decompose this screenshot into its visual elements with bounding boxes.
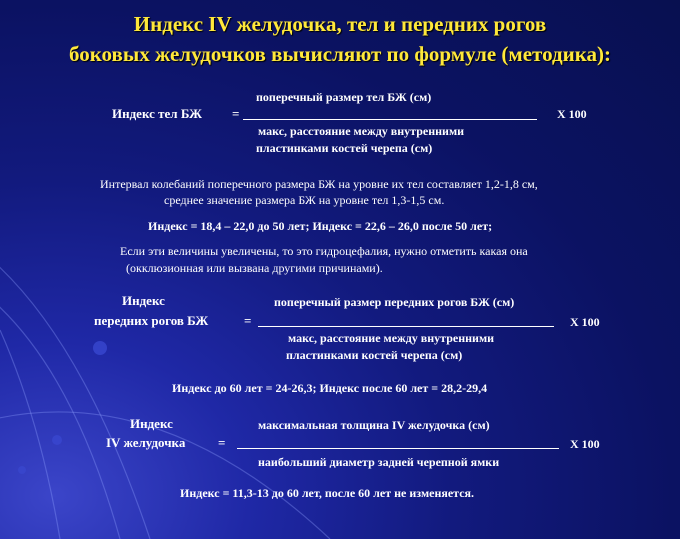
- index-fourth-norms: Индекс = 11,3-13 до 60 лет, после 60 лет не изменяется.: [180, 486, 475, 500]
- note-line-2: (окклюзионная или вызвана другими причинами).: [126, 261, 383, 275]
- formula3-denominator: наибольший диаметр задней черепной ямки: [258, 455, 500, 469]
- formula3-equals: =: [218, 435, 226, 450]
- index-horns-norms: Индекс до 60 лет = 24-26,3; Индекс после 60 лет = 28,2-29,4: [172, 381, 488, 395]
- formula3-label-line2: IV желудочка: [106, 435, 186, 450]
- formula2-label-line1: Индекс: [122, 293, 165, 308]
- formula2-denominator-line2: пластинками костей черепа (см): [286, 348, 463, 362]
- index-body-norms: Индекс = 18,4 – 22,0 до 50 лет; Индекс = 22,6 – 26,0 после 50 лет;: [148, 219, 493, 233]
- formula2-equals: =: [244, 313, 252, 328]
- formula2-denominator-line1: макс, расстояние между внутренними: [288, 331, 495, 345]
- title-line-1: Индекс IV желудочка, тел и передних рогов: [133, 12, 547, 36]
- formula3-multiplier: Х 100: [570, 437, 600, 451]
- formula2-numerator: поперечный размер передних рогов БЖ (см): [274, 295, 515, 309]
- decor-dot: [18, 466, 26, 474]
- formula1-denominator-line2: пластинками костей черепа (см): [256, 141, 433, 155]
- title-line-2: боковых желудочков вычисляют по формуле (методика):: [69, 42, 611, 66]
- formula1-label: Индекс тел БЖ: [112, 106, 202, 121]
- formula1-denominator-line1: макс, расстояние между внутренними: [258, 124, 465, 138]
- decor-dot: [52, 435, 62, 445]
- formula2-fraction-line: [258, 326, 554, 327]
- formula3-fraction-line: [237, 448, 559, 449]
- formula1-equals: =: [232, 106, 240, 121]
- formula2-label-line2: передних рогов БЖ: [94, 313, 209, 328]
- decor-dot: [93, 341, 107, 355]
- formula3-numerator: максимальная толщина IV желудочка (см): [258, 418, 490, 432]
- interval-line-2: среднее значение размера БЖ на уровне тел 1,3-1,5 см.: [164, 193, 445, 207]
- interval-line-1: Интервал колебаний поперечного размера БЖ на уровне их тел составляет 1,2-1,8 см,: [100, 177, 538, 191]
- formula1-fraction-line: [243, 119, 537, 120]
- formula2-multiplier: Х 100: [570, 315, 600, 329]
- formula1-numerator: поперечный размер тел БЖ (см): [256, 90, 432, 104]
- formula3-label-line1: Индекс: [130, 416, 173, 431]
- note-line-1: Если эти величины увеличены, то это гидроцефалия, нужно отметить какая она: [120, 244, 528, 258]
- formula1-multiplier: Х 100: [557, 107, 587, 121]
